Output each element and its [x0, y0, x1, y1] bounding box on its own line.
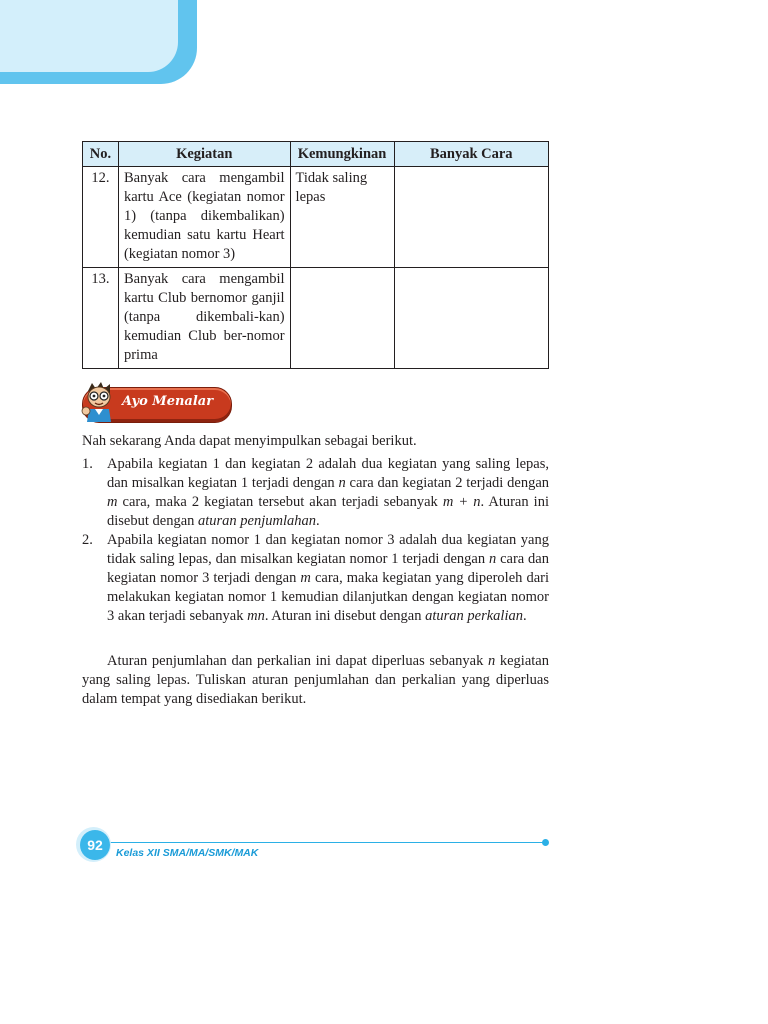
math-variable: n [338, 475, 346, 491]
rule-text: Apabila kegiatan 1 dan kegiatan 2 adalah dua kegiatan yang saling lepas, dan misalkan kegiatan 1 terjadi dengan [107, 456, 549, 491]
rule-text: cara dan kegiatan nomor 3 terjadi dengan [107, 551, 549, 586]
math-variable: n [488, 551, 497, 567]
row-kegiatan: Banyak cara mengambil kartu Ace (kegiatan nomor 1) (tanpa dikembalikan) kemudian satu kartu Heart (kegiatan nomor 3) [118, 167, 290, 268]
table-row [83, 167, 549, 268]
row-banyak-cara [394, 268, 549, 369]
rule-text: Apabila kegiatan nomor 1 dan kegiatan nomor 3 adalah dua kegiatan yang tidak saling lepas, dan misalkan kegiatan nomor 1 terjadi dengan [107, 532, 549, 567]
corner-tab-inner [0, 0, 178, 72]
row-banyak-cara [394, 167, 549, 268]
ayo-menalar-badge [80, 381, 232, 423]
list-item-number: 1. [82, 456, 93, 472]
header-no: No. [83, 142, 119, 167]
header-banyak-cara: Banyak Cara [394, 142, 549, 167]
rule-text: cara dan kegiatan 2 terjadi dengan [345, 475, 549, 491]
row-kegiatan: Banyak cara mengambil kartu Club bernomor ganjil (tanpa dikembali-kan) kemudian Club ber-nomor prima [118, 268, 290, 369]
corner-tab-decoration [0, 0, 197, 84]
row-number: 12. [83, 167, 119, 268]
closing-paragraph [82, 652, 549, 709]
row-number: 13. [83, 268, 119, 369]
intro-text: Nah sekarang Anda dapat menyimpulkan sebagai berikut. [82, 433, 417, 449]
rule-term: aturan perkalian [425, 608, 523, 624]
book-title: Kelas XII SMA/MA/SMK/MAK [116, 847, 259, 859]
math-expression: mn [247, 608, 265, 624]
activity-table [82, 141, 549, 369]
row-kemungkinan: Tidak saling lepas [290, 167, 394, 268]
rule-text: . [316, 513, 320, 529]
math-variable: m [300, 570, 311, 586]
footer-rule [110, 842, 546, 843]
closing-text: kegiatan yang saling lepas. Tuliskan aturan penjumlahan dan perkalian yang diperluas dalam tempat yang disediakan berikut. [82, 653, 549, 707]
rule-text: . [523, 608, 527, 624]
row-kemungkinan [290, 268, 394, 369]
header-kemungkinan: Kemungkinan [290, 142, 394, 167]
rule-text: . Aturan ini disebut dengan [264, 608, 426, 624]
closing-text: Aturan penjumlahan dan perkalian ini dapat diperluas sebanyak [107, 653, 488, 669]
footer-rule-dot [542, 839, 549, 846]
table-header-row [83, 142, 549, 167]
math-variable: n [487, 653, 496, 669]
list-item [82, 531, 549, 626]
thinking-boy-mascot-icon [80, 381, 120, 423]
header-kegiatan: Kegiatan [118, 142, 290, 167]
badge-label: Ayo Menalar [122, 394, 214, 409]
list-item [82, 455, 549, 531]
list-item-number: 2. [82, 532, 93, 548]
math-variable: m [107, 494, 118, 510]
table-row [83, 268, 549, 369]
math-expression: m + n [442, 494, 481, 510]
page-number: 92 [80, 830, 110, 860]
rule-text: cara, maka kegiatan yang diperoleh dari melakukan kegiatan nomor 1 kemudian dilanjutkan dengan kegiatan nomor 3 akan terjadi sebanyak [107, 570, 549, 624]
rule-text: . Aturan ini disebut dengan [107, 494, 549, 529]
rule-text: cara, maka 2 kegiatan tersebut akan terjadi sebanyak [117, 494, 443, 510]
rules-list [82, 455, 549, 626]
rule-term: aturan penjumlahan [198, 513, 317, 529]
